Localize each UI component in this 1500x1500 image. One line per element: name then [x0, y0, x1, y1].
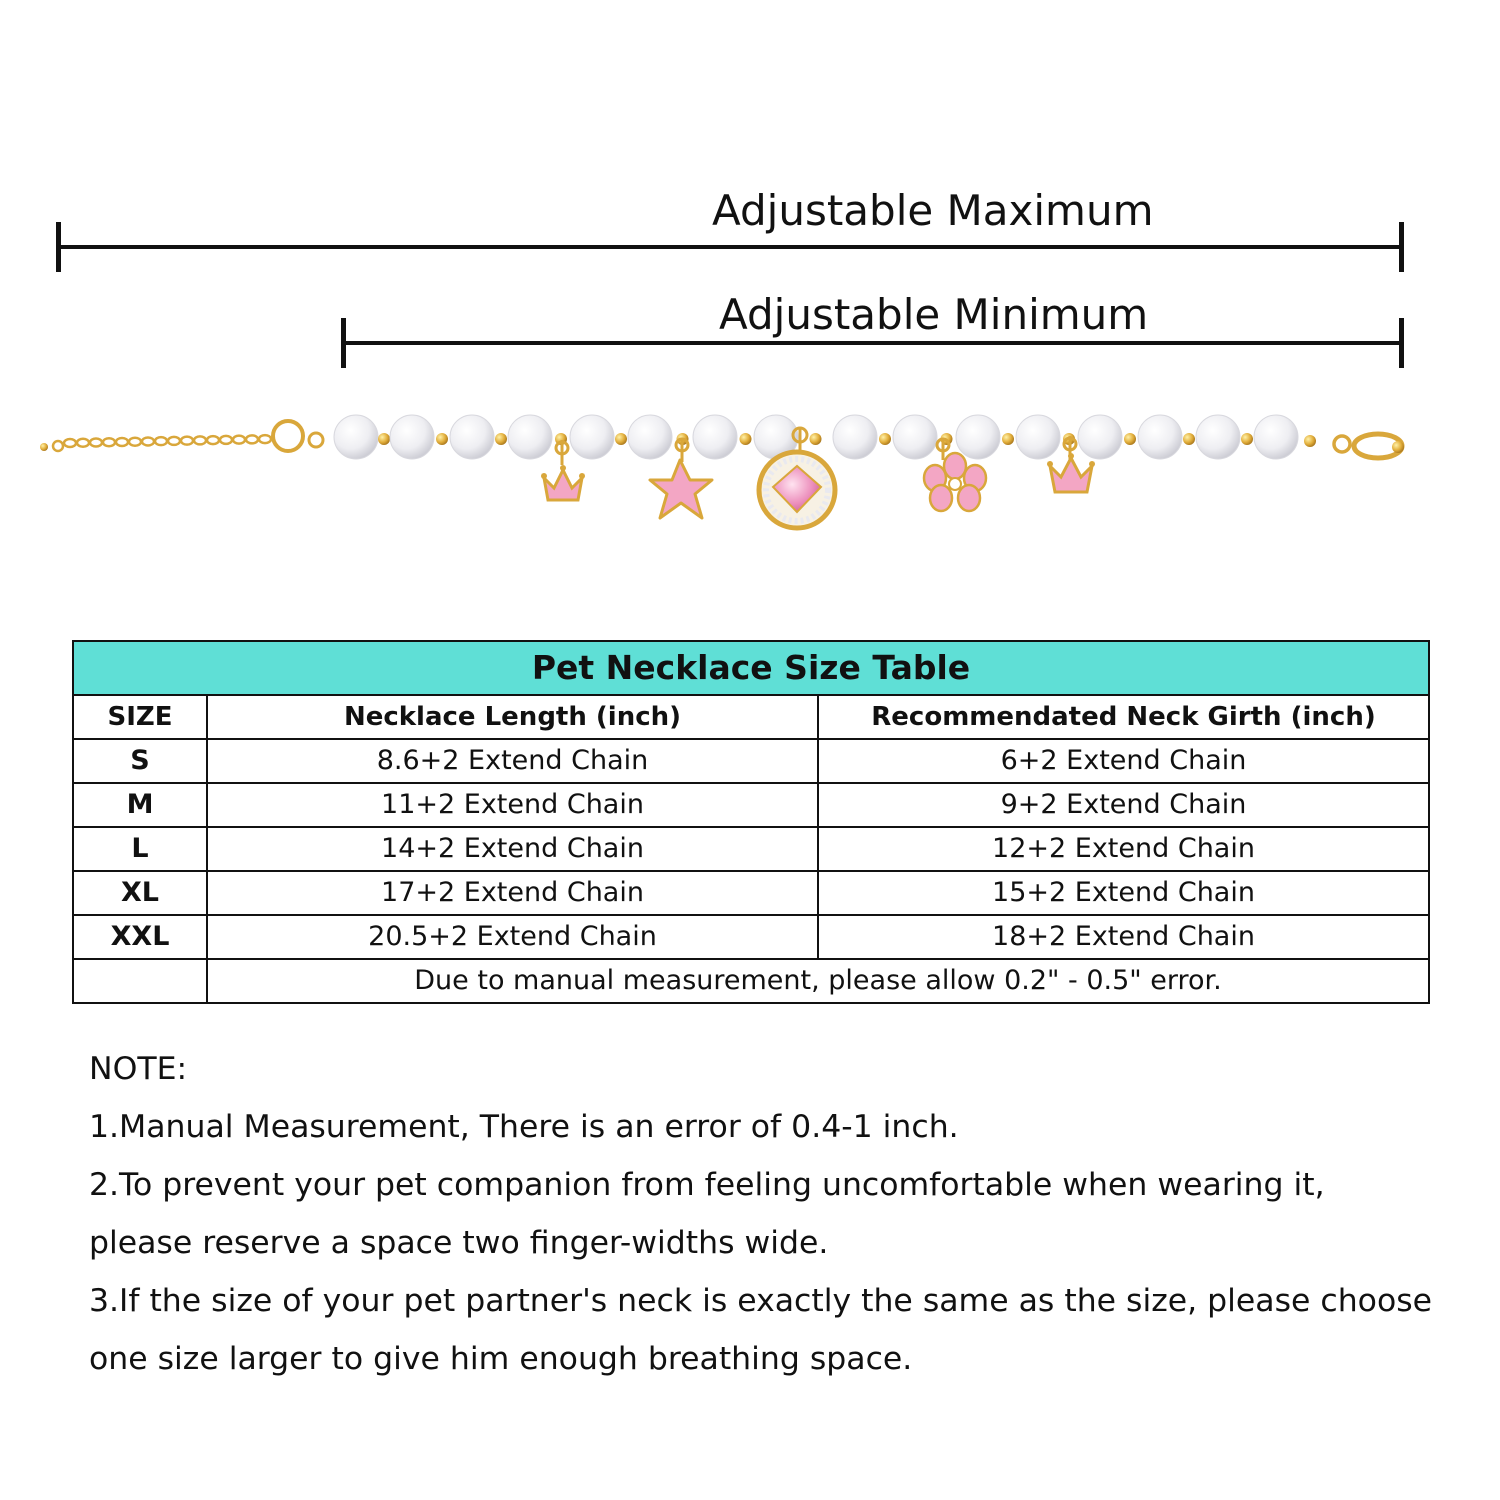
note-line: 3.If the size of your pet partner's neck is exactly the same as the size, please choose	[89, 1283, 1433, 1319]
length-cell: 14+2 Extend Chain	[207, 827, 818, 871]
length-cell: 17+2 Extend Chain	[207, 871, 818, 915]
table-row	[73, 827, 1429, 871]
adjustable-minimum-left-tick	[341, 318, 346, 368]
length-cell: 11+2 Extend Chain	[207, 783, 818, 827]
adjustable-maximum-left-tick	[56, 222, 61, 272]
note-line: 1.Manual Measurement, There is an error of 0.4-1 inch.	[89, 1109, 959, 1145]
girth-cell: 6+2 Extend Chain	[818, 739, 1429, 783]
size-cell: L	[73, 827, 207, 871]
girth-cell: 15+2 Extend Chain	[818, 871, 1429, 915]
note-line: please reserve a space two finger-widths wide.	[89, 1225, 829, 1261]
table-row	[73, 915, 1429, 959]
adjustable-maximum-right-tick	[1399, 222, 1404, 272]
notes-heading: NOTE:	[89, 1051, 188, 1087]
empty-cell	[73, 959, 207, 1003]
header-size: SIZE	[73, 695, 207, 739]
size-cell: M	[73, 783, 207, 827]
table-footnote: Due to manual measurement, please allow 0.2" - 0.5" error.	[207, 959, 1429, 1003]
size-table	[72, 640, 1430, 1004]
adjustable-minimum-label: Adjustable Minimum	[719, 290, 1149, 339]
girth-cell: 9+2 Extend Chain	[818, 783, 1429, 827]
length-cell: 8.6+2 Extend Chain	[207, 739, 818, 783]
header-necklace-length: Necklace Length (inch)	[207, 695, 818, 739]
adjustable-maximum-label: Adjustable Maximum	[712, 186, 1154, 235]
notes-section	[89, 1040, 1449, 1388]
size-cell: XXL	[73, 915, 207, 959]
length-cell: 20.5+2 Extend Chain	[207, 915, 818, 959]
extender-chain	[40, 421, 323, 451]
girth-cell: 12+2 Extend Chain	[818, 827, 1429, 871]
note-line: one size larger to give him enough breathing space.	[89, 1341, 913, 1377]
size-cell: XL	[73, 871, 207, 915]
adjustable-maximum-line	[58, 245, 1403, 249]
clasp-icon	[1334, 434, 1404, 458]
table-footnote-row	[73, 959, 1429, 1003]
pearl-strand	[334, 415, 1316, 459]
necklace-image	[0, 390, 1500, 550]
table-title: Pet Necklace Size Table	[73, 641, 1429, 695]
adjustable-minimum-right-tick	[1399, 318, 1404, 368]
header-neck-girth: Recommendated Neck Girth (inch)	[818, 695, 1429, 739]
adjustable-minimum-line	[343, 341, 1403, 345]
size-cell: S	[73, 739, 207, 783]
table-row	[73, 783, 1429, 827]
note-line: 2.To prevent your pet companion from feeling uncomfortable when wearing it,	[89, 1167, 1325, 1203]
table-row	[73, 871, 1429, 915]
girth-cell: 18+2 Extend Chain	[818, 915, 1429, 959]
table-row	[73, 739, 1429, 783]
